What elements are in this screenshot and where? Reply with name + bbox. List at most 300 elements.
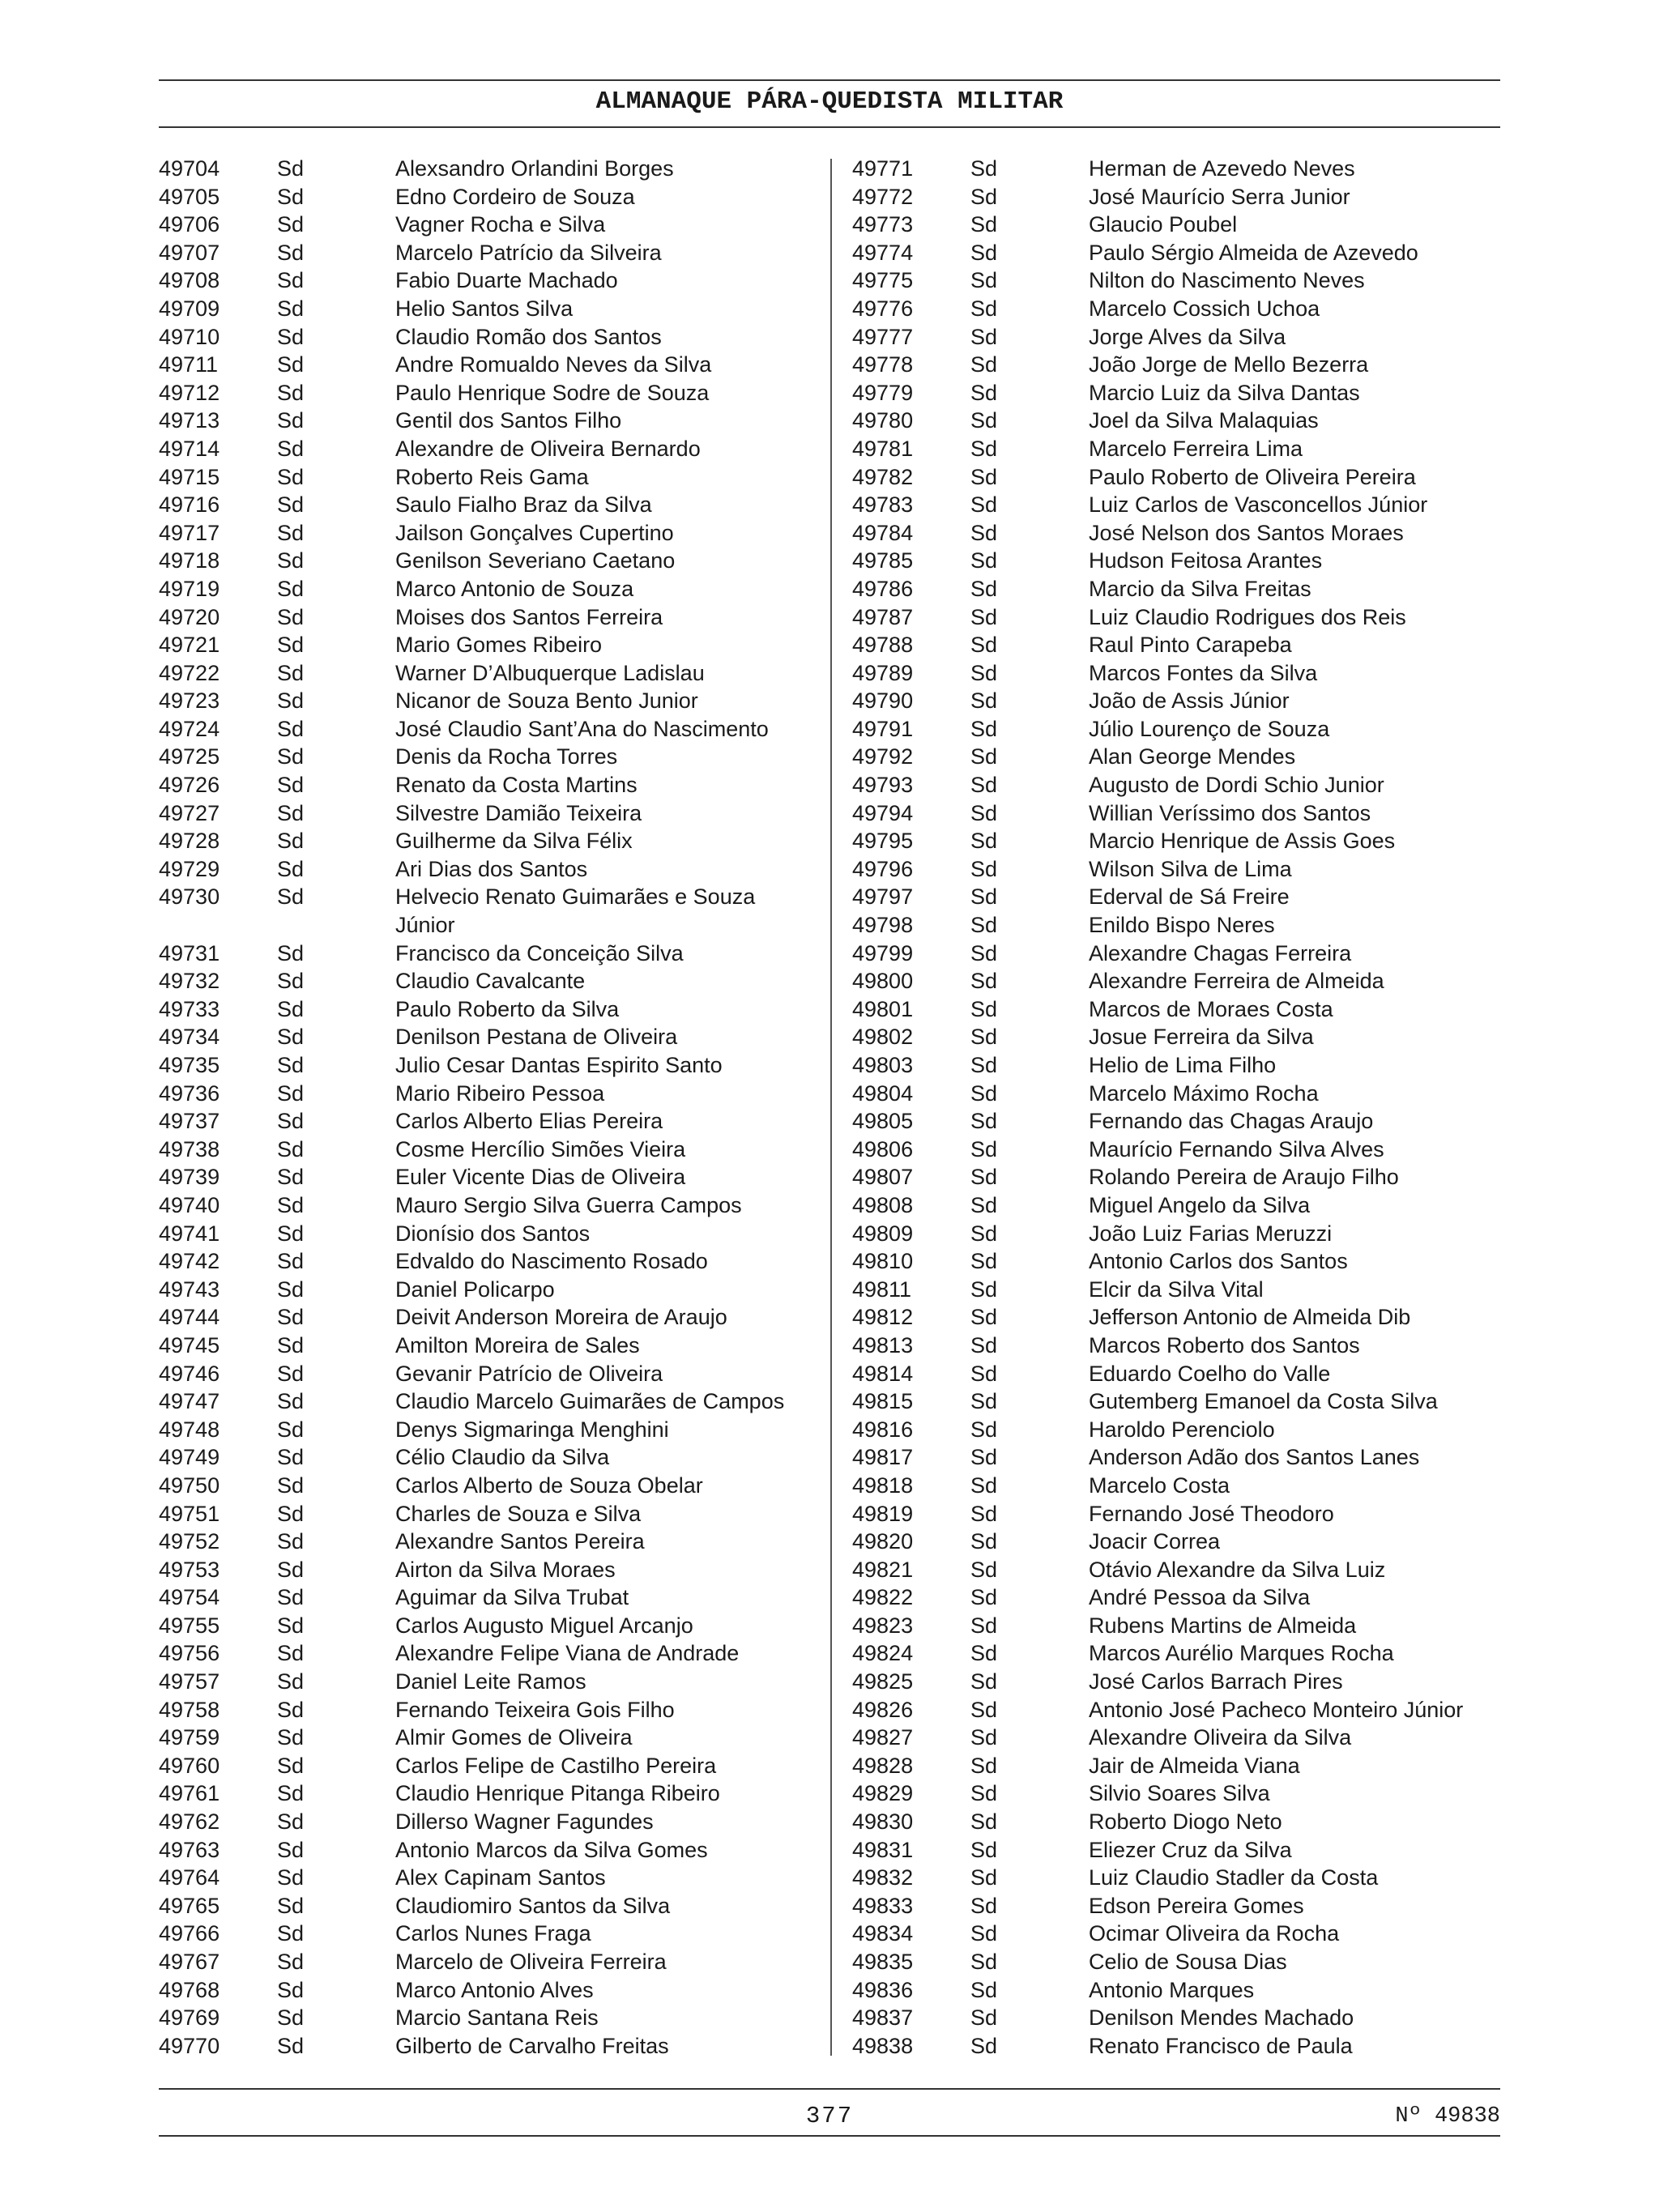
roster-number: 49817 xyxy=(852,1445,914,1470)
roster-row xyxy=(852,940,1500,968)
roster-name: João Luiz Farias Meruzzi xyxy=(1089,1221,1333,1246)
roster-row xyxy=(159,1303,807,1332)
roster-row xyxy=(852,491,1500,519)
roster-row xyxy=(159,2032,807,2061)
roster-row xyxy=(159,1836,807,1865)
roster-number: 49780 xyxy=(852,408,914,433)
roster-name: Marcio da Silva Freitas xyxy=(1089,576,1311,601)
roster-number: 49730 xyxy=(159,884,220,910)
roster-row xyxy=(159,351,807,379)
roster-number: 49754 xyxy=(159,1585,220,1610)
roster-row xyxy=(852,1583,1500,1612)
roster-rank: Sd xyxy=(970,464,998,489)
roster-row xyxy=(159,2004,807,2032)
roster-rank: Sd xyxy=(970,1136,998,1161)
roster-rank: Sd xyxy=(277,380,305,405)
roster-number: 49786 xyxy=(852,576,914,601)
roster-name: Charles de Souza e Silva xyxy=(395,1501,642,1526)
roster-row xyxy=(159,855,807,884)
roster-number: 49747 xyxy=(159,1389,220,1414)
roster-row xyxy=(852,911,1500,940)
roster-number: 49813 xyxy=(852,1332,914,1357)
roster-row xyxy=(159,1948,807,1976)
roster-number: 49775 xyxy=(852,268,914,293)
roster-rank: Sd xyxy=(970,1025,998,1050)
roster-row xyxy=(852,211,1500,239)
roster-name: Denys Sigmaringa Menghini xyxy=(395,1417,669,1442)
roster-number: 49787 xyxy=(852,604,914,629)
roster-row xyxy=(852,715,1500,744)
roster-number: 49805 xyxy=(852,1109,914,1134)
roster-row xyxy=(159,1892,807,1920)
roster-name: Marcio Santana Reis xyxy=(395,2005,599,2031)
roster-name: Josue Ferreira da Silva xyxy=(1089,1025,1314,1050)
roster-number: 49781 xyxy=(852,436,914,461)
roster-rank: Sd xyxy=(970,436,998,461)
roster-name: Fernando Teixeira Gois Filho xyxy=(395,1697,675,1722)
roster-rank: Sd xyxy=(277,940,305,965)
roster-number: 49748 xyxy=(159,1417,220,1442)
roster-row xyxy=(852,1163,1500,1191)
roster-number: 49759 xyxy=(159,1725,220,1750)
roster-name: Almir Gomes de Oliveira xyxy=(395,1725,633,1750)
roster-row xyxy=(852,575,1500,603)
roster-row xyxy=(159,155,807,183)
roster-rank: Sd xyxy=(970,156,998,181)
roster-number: 49719 xyxy=(159,576,220,601)
roster-name: Alexandre Felipe Viana de Andrade xyxy=(395,1641,740,1666)
roster-row xyxy=(852,687,1500,715)
roster-number: 49710 xyxy=(159,324,220,349)
roster-number: 49782 xyxy=(852,464,914,489)
roster-row xyxy=(852,1836,1500,1865)
roster-rank: Sd xyxy=(277,1276,305,1302)
roster-rank: Sd xyxy=(277,829,305,854)
roster-name: Ari Dias dos Santos xyxy=(395,856,588,881)
roster-number: 49714 xyxy=(159,436,220,461)
roster-name: Mario Ribeiro Pessoa xyxy=(395,1080,605,1106)
roster-row xyxy=(159,715,807,744)
roster-number: 49833 xyxy=(852,1893,914,1918)
roster-number: 49829 xyxy=(852,1781,914,1806)
roster-row xyxy=(852,463,1500,492)
roster-name: Dillerso Wagner Fagundes xyxy=(395,1809,654,1835)
roster-rank: Sd xyxy=(277,1332,305,1357)
roster-name: Paulo Henrique Sodre de Souza xyxy=(395,380,710,405)
roster-rank: Sd xyxy=(277,268,305,293)
roster-name: Raul Pinto Carapeba xyxy=(1089,633,1292,658)
roster-number: 49826 xyxy=(852,1697,914,1722)
header-top-rule xyxy=(159,79,1500,81)
roster-name: Daniel Leite Ramos xyxy=(395,1669,586,1694)
roster-row xyxy=(852,1612,1500,1640)
roster-name: Daniel Policarpo xyxy=(395,1276,555,1302)
roster-rank: Sd xyxy=(277,1473,305,1498)
roster-rank: Sd xyxy=(970,1165,998,1190)
roster-rank: Sd xyxy=(970,212,998,237)
roster-row xyxy=(852,967,1500,995)
roster-name: Claudiomiro Santos da Silva xyxy=(395,1893,671,1918)
roster-number: 49756 xyxy=(159,1641,220,1666)
roster-name: Anderson Adão dos Santos Lanes xyxy=(1089,1445,1420,1470)
roster-number: 49712 xyxy=(159,380,220,405)
roster-row xyxy=(159,1387,807,1416)
roster-row xyxy=(852,1023,1500,1051)
roster-rank: Sd xyxy=(970,913,998,938)
roster-number: 49727 xyxy=(159,800,220,825)
roster-name: Carlos Augusto Miguel Arcanjo xyxy=(395,1613,693,1638)
roster-number: 49770 xyxy=(159,2033,220,2058)
roster-row xyxy=(852,1247,1500,1276)
roster-number: 49774 xyxy=(852,240,914,265)
roster-row xyxy=(852,855,1500,884)
roster-row xyxy=(159,1583,807,1612)
roster-number: 49741 xyxy=(159,1221,220,1246)
roster-number: 49737 xyxy=(159,1109,220,1134)
roster-rank: Sd xyxy=(970,1977,998,2002)
roster-number: 49766 xyxy=(159,1921,220,1946)
roster-rank: Sd xyxy=(970,184,998,209)
roster-row xyxy=(159,1500,807,1528)
roster-number: 49783 xyxy=(852,492,914,518)
roster-row xyxy=(159,547,807,575)
roster-name: Mauro Sergio Silva Guerra Campos xyxy=(395,1192,742,1217)
roster-rank: Sd xyxy=(277,184,305,209)
roster-number: 49819 xyxy=(852,1501,914,1526)
roster-name: Joel da Silva Malaquias xyxy=(1089,408,1319,433)
roster-number: 49771 xyxy=(852,156,914,181)
roster-number: 49827 xyxy=(852,1725,914,1750)
roster-row xyxy=(852,1500,1500,1528)
roster-row xyxy=(159,519,807,548)
roster-row xyxy=(852,1639,1500,1668)
roster-rank: Sd xyxy=(277,576,305,601)
roster-name: Alexandre Chagas Ferreira xyxy=(1089,940,1352,965)
roster-row xyxy=(159,1023,807,1051)
roster-number: 49769 xyxy=(159,2005,220,2031)
roster-rank: Sd xyxy=(970,1641,998,1666)
roster-rank: Sd xyxy=(277,1557,305,1582)
roster-name: Marcelo Cossich Uchoa xyxy=(1089,296,1320,321)
roster-row xyxy=(159,1080,807,1108)
roster-name: Haroldo Perenciolo xyxy=(1089,1417,1275,1442)
roster-row xyxy=(159,603,807,632)
roster-number: 49715 xyxy=(159,464,220,489)
roster-row xyxy=(852,1808,1500,1836)
roster-name: Fernando das Chagas Araujo xyxy=(1089,1109,1374,1134)
roster-number: 49739 xyxy=(159,1165,220,1190)
roster-number: 49812 xyxy=(852,1305,914,1330)
roster-rank: Sd xyxy=(970,240,998,265)
roster-rank: Sd xyxy=(277,856,305,881)
roster-number: 49745 xyxy=(159,1332,220,1357)
roster-name: Gevanir Patrício de Oliveira xyxy=(395,1361,663,1386)
roster-rank: Sd xyxy=(277,1165,305,1190)
roster-rank: Sd xyxy=(970,1221,998,1246)
roster-rank: Sd xyxy=(970,633,998,658)
roster-row xyxy=(852,1051,1500,1080)
roster-row xyxy=(159,1976,807,2005)
roster-rank: Sd xyxy=(277,1080,305,1106)
roster-row xyxy=(852,295,1500,323)
roster-name: Edson Pereira Gomes xyxy=(1089,1893,1304,1918)
roster-number: 49760 xyxy=(159,1753,220,1778)
roster-number: 49720 xyxy=(159,604,220,629)
roster-number: 49731 xyxy=(159,940,220,965)
roster-name: Silvio Soares Silva xyxy=(1089,1781,1270,1806)
roster-row xyxy=(852,1696,1500,1724)
roster-rank: Sd xyxy=(970,1473,998,1498)
roster-name: Jefferson Antonio de Almeida Dib xyxy=(1089,1305,1411,1330)
roster-rank: Sd xyxy=(970,1781,998,1806)
roster-name: Miguel Angelo da Silva xyxy=(1089,1192,1311,1217)
roster-rank: Sd xyxy=(277,1529,305,1554)
roster-name: Paulo Roberto de Oliveira Pereira xyxy=(1089,464,1416,489)
roster-number: 49792 xyxy=(852,744,914,769)
roster-name: Luiz Claudio Stadler da Costa xyxy=(1089,1865,1379,1890)
roster-number: 49713 xyxy=(159,408,220,433)
roster-rank: Sd xyxy=(970,268,998,293)
roster-rank: Sd xyxy=(277,1977,305,2002)
roster-row xyxy=(852,1416,1500,1444)
roster-rank: Sd xyxy=(277,1697,305,1722)
roster-name: Alan George Mendes xyxy=(1089,744,1296,769)
roster-name: André Pessoa da Silva xyxy=(1089,1585,1311,1610)
roster-number: 49834 xyxy=(852,1921,914,1946)
roster-name: Jorge Alves da Silva xyxy=(1089,324,1286,349)
roster-rank: Sd xyxy=(277,548,305,573)
roster-row xyxy=(159,1136,807,1164)
roster-number: 49814 xyxy=(852,1361,914,1386)
roster-name: Cosme Hercílio Simões Vieira xyxy=(395,1136,686,1161)
roster-row xyxy=(159,995,807,1024)
roster-rank: Sd xyxy=(970,548,998,573)
roster-row xyxy=(852,1136,1500,1164)
roster-number: 49777 xyxy=(852,324,914,349)
roster-name: Glaucio Poubel xyxy=(1089,212,1238,237)
roster-number: 49716 xyxy=(159,492,220,518)
roster-rank: Sd xyxy=(277,604,305,629)
roster-row xyxy=(159,239,807,267)
roster-number: 49742 xyxy=(159,1249,220,1274)
roster-rank: Sd xyxy=(970,1276,998,1302)
roster-name: Eduardo Coelho do Valle xyxy=(1089,1361,1331,1386)
roster-number: 49791 xyxy=(852,716,914,741)
roster-number: 49709 xyxy=(159,296,220,321)
roster-name: Moises dos Santos Ferreira xyxy=(395,604,663,629)
roster-rank: Sd xyxy=(970,1585,998,1610)
roster-name: Claudio Henrique Pitanga Ribeiro xyxy=(395,1781,720,1806)
roster-rank: Sd xyxy=(277,156,305,181)
roster-rank: Sd xyxy=(970,604,998,629)
roster-row xyxy=(852,603,1500,632)
roster-name: Gutemberg Emanoel da Costa Silva xyxy=(1089,1389,1438,1414)
roster-rank: Sd xyxy=(970,1389,998,1414)
roster-number: 49757 xyxy=(159,1669,220,1694)
roster-number: 49721 xyxy=(159,633,220,658)
roster-name: Alex Capinam Santos xyxy=(395,1865,606,1890)
roster-name: Celio de Sousa Dias xyxy=(1089,1950,1287,1974)
roster-rank: Sd xyxy=(277,1641,305,1666)
roster-rank: Sd xyxy=(277,1837,305,1862)
roster-name: José Carlos Barrach Pires xyxy=(1089,1669,1343,1694)
roster-rank: Sd xyxy=(277,884,305,910)
roster-row xyxy=(159,687,807,715)
roster-rank: Sd xyxy=(277,1893,305,1918)
roster-name: Wilson Silva de Lima xyxy=(1089,856,1292,881)
roster-number: 49743 xyxy=(159,1276,220,1302)
roster-rank: Sd xyxy=(970,800,998,825)
roster-name: Marcelo de Oliveira Ferreira xyxy=(395,1950,667,1974)
roster-number: 49734 xyxy=(159,1025,220,1050)
roster-row xyxy=(159,743,807,771)
roster-number: 49824 xyxy=(852,1641,914,1666)
roster-row xyxy=(159,1779,807,1808)
roster-number: 49744 xyxy=(159,1305,220,1330)
roster-rank: Sd xyxy=(277,296,305,321)
roster-number: 49788 xyxy=(852,633,914,658)
roster-name: Aguimar da Silva Trubat xyxy=(395,1585,629,1610)
roster-name: Julio Cesar Dantas Espirito Santo xyxy=(395,1053,723,1077)
roster-name: Warner D’Albuquerque Ladislau xyxy=(395,660,705,685)
roster-rank: Sd xyxy=(970,1697,998,1722)
roster-number: 49740 xyxy=(159,1192,220,1217)
roster-rank: Sd xyxy=(277,1809,305,1835)
left-roster-column xyxy=(159,155,807,2060)
roster-number: 49724 xyxy=(159,716,220,741)
roster-rank: Sd xyxy=(970,829,998,854)
roster-name: Andre Romualdo Neves da Silva xyxy=(395,352,712,377)
roster-name: Roberto Diogo Neto xyxy=(1089,1809,1282,1835)
roster-number: 49728 xyxy=(159,829,220,854)
roster-name: Fabio Duarte Machado xyxy=(395,268,618,293)
roster-name: Carlos Alberto Elias Pereira xyxy=(395,1109,663,1134)
roster-name: Marcio Luiz da Silva Dantas xyxy=(1089,380,1360,405)
roster-row xyxy=(852,519,1500,548)
roster-row xyxy=(159,491,807,519)
roster-name: Genilson Severiano Caetano xyxy=(395,548,676,573)
roster-row xyxy=(159,827,807,855)
roster-number: 49707 xyxy=(159,240,220,265)
roster-row xyxy=(852,435,1500,463)
roster-rank: Sd xyxy=(970,2033,998,2058)
roster-name: Edno Cordeiro de Souza xyxy=(395,184,635,209)
roster-row xyxy=(159,1107,807,1136)
roster-name: Carlos Felipe de Castilho Pereira xyxy=(395,1753,717,1778)
roster-row xyxy=(852,1276,1500,1304)
footer-top-rule xyxy=(159,2088,1500,2090)
roster-name: Otávio Alexandre da Silva Luiz xyxy=(1089,1557,1386,1582)
roster-number: 49799 xyxy=(852,940,914,965)
roster-row xyxy=(852,1920,1500,1948)
roster-number: 49762 xyxy=(159,1809,220,1835)
roster-number: 49789 xyxy=(852,660,914,685)
roster-row xyxy=(159,1443,807,1472)
page-number: 377 xyxy=(805,2103,854,2129)
roster-number: 49806 xyxy=(852,1136,914,1161)
roster-rank: Sd xyxy=(277,716,305,741)
roster-name: Carlos Alberto de Souza Obelar xyxy=(395,1473,703,1498)
roster-row xyxy=(852,1080,1500,1108)
roster-number: 49790 xyxy=(852,688,914,714)
roster-row xyxy=(159,883,807,939)
roster-row xyxy=(159,967,807,995)
roster-name: Carlos Nunes Fraga xyxy=(395,1921,591,1946)
roster-row xyxy=(852,2032,1500,2061)
roster-name: Edvaldo do Nascimento Rosado xyxy=(395,1249,708,1274)
roster-name: Marcos Roberto dos Santos xyxy=(1089,1332,1360,1357)
roster-name: Maurício Fernando Silva Alves xyxy=(1089,1136,1384,1161)
roster-number: 49785 xyxy=(852,548,914,573)
roster-number: 49764 xyxy=(159,1865,220,1890)
record-number: Nº 49838 xyxy=(1395,2104,1500,2129)
roster-number: 49820 xyxy=(852,1529,914,1554)
roster-rank: Sd xyxy=(277,1865,305,1890)
roster-row xyxy=(159,379,807,407)
roster-name: Marcos Aurélio Marques Rocha xyxy=(1089,1641,1394,1666)
roster-name: Euler Vicente Dias de Oliveira xyxy=(395,1165,686,1190)
roster-row xyxy=(159,1247,807,1276)
roster-row xyxy=(852,1556,1500,1584)
roster-name: Alexandre Oliveira da Silva xyxy=(1089,1725,1352,1750)
roster-row xyxy=(159,407,807,435)
roster-number: 49736 xyxy=(159,1080,220,1106)
roster-name: Marcelo Costa xyxy=(1089,1473,1230,1498)
roster-number: 49793 xyxy=(852,773,914,798)
roster-name: Luiz Carlos de Vasconcellos Júnior xyxy=(1089,492,1428,518)
roster-name: Fernando José Theodoro xyxy=(1089,1501,1334,1526)
roster-rank: Sd xyxy=(970,716,998,741)
roster-rank: Sd xyxy=(970,1669,998,1694)
roster-rank: Sd xyxy=(970,1921,998,1946)
roster-row xyxy=(852,1360,1500,1388)
roster-rank: Sd xyxy=(277,1192,305,1217)
roster-row xyxy=(852,1220,1500,1248)
roster-name: Helvecio Renato Guimarães e Souza Júnior xyxy=(395,884,756,938)
roster-name: Marco Antonio de Souza xyxy=(395,576,634,601)
roster-rank: Sd xyxy=(277,520,305,545)
roster-number: 49717 xyxy=(159,520,220,545)
roster-name: Helio de Lima Filho xyxy=(1089,1053,1277,1077)
roster-name: Mario Gomes Ribeiro xyxy=(395,633,603,658)
roster-rank: Sd xyxy=(277,464,305,489)
roster-rank: Sd xyxy=(970,1192,998,1217)
roster-number: 49828 xyxy=(852,1753,914,1778)
roster-rank: Sd xyxy=(277,773,305,798)
roster-row xyxy=(852,883,1500,911)
roster-row xyxy=(852,351,1500,379)
roster-number: 49816 xyxy=(852,1417,914,1442)
roster-number: 49836 xyxy=(852,1977,914,2002)
roster-rank: Sd xyxy=(277,1725,305,1750)
roster-number: 49838 xyxy=(852,2033,914,2058)
roster-row xyxy=(852,2004,1500,2032)
roster-row xyxy=(159,771,807,799)
roster-rank: Sd xyxy=(970,1361,998,1386)
roster-name: Denis da Rocha Torres xyxy=(395,744,618,769)
roster-rank: Sd xyxy=(277,633,305,658)
roster-number: 49746 xyxy=(159,1361,220,1386)
roster-name: Marcos Fontes da Silva xyxy=(1089,660,1318,685)
roster-row xyxy=(159,1332,807,1360)
roster-rank: Sd xyxy=(277,1053,305,1077)
roster-name: Luiz Claudio Rodrigues dos Reis xyxy=(1089,604,1406,629)
roster-name: Antonio José Pacheco Monteiro Júnior xyxy=(1089,1697,1464,1722)
roster-rank: Sd xyxy=(277,1613,305,1638)
roster-row xyxy=(159,631,807,659)
roster-row xyxy=(852,1976,1500,2005)
roster-name: Renato Francisco de Paula xyxy=(1089,2033,1353,2058)
